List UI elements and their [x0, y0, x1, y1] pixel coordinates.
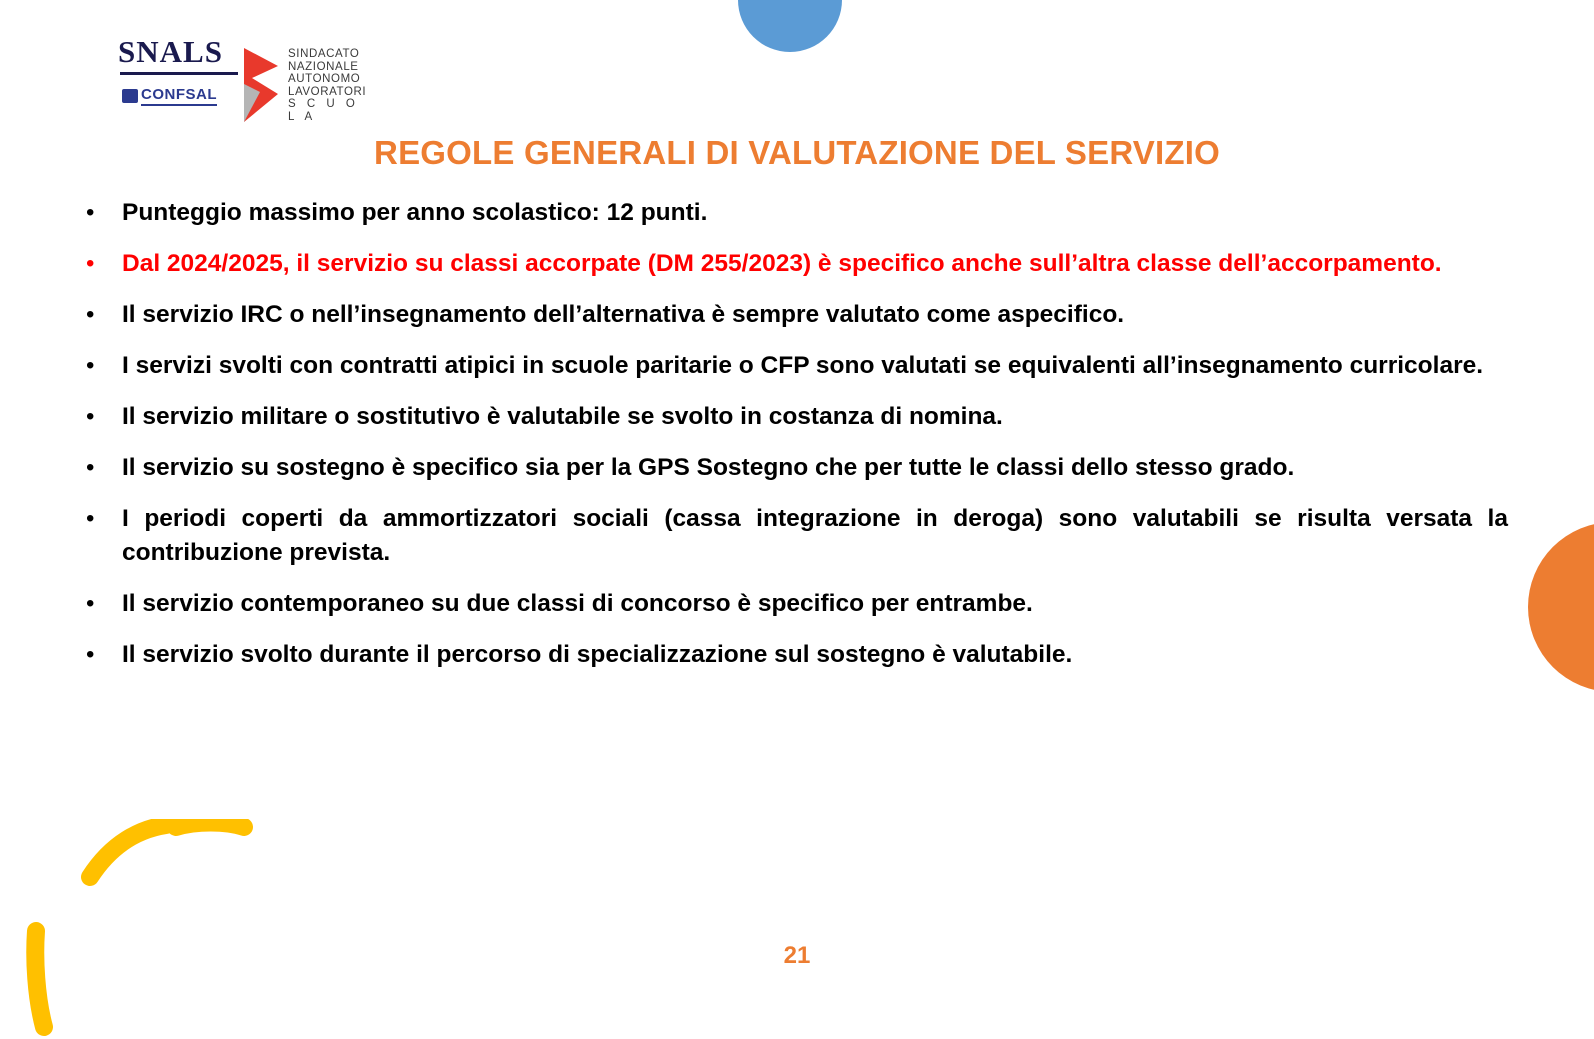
bullet-dot-icon: •	[86, 199, 95, 226]
logo-word-3: AUTONOMO	[288, 73, 361, 85]
list-item	[78, 451, 1508, 485]
list-item	[78, 587, 1508, 621]
list-item-text: Punteggio massimo per anno scolastico: 12 punti.	[122, 199, 708, 226]
list-item	[78, 502, 1508, 570]
snals-logo	[118, 26, 367, 123]
list-item-text: Il servizio svolto durante il percorso di specializzazione sul sostegno è valutabile.	[122, 641, 1073, 668]
bullet-dot-icon: •	[86, 250, 95, 277]
bullet-dot-icon: •	[86, 301, 95, 328]
confsal-mark-icon	[122, 89, 138, 103]
bullet-list	[78, 196, 1508, 689]
list-item	[78, 196, 1508, 230]
logo-underline	[120, 72, 238, 75]
bullet-dot-icon: •	[86, 403, 95, 430]
list-item-text: Il servizio su sostegno è specifico sia per la GPS Sostegno che per tutte le classi dello stesso grado.	[122, 454, 1295, 481]
list-item	[78, 400, 1508, 434]
page-number: 21	[783, 942, 811, 969]
bullet-dot-icon: •	[86, 454, 95, 481]
list-item-text: I periodi coperti da ammortizzatori sociali (cassa integrazione in deroga) sono valutabili se risulta versata la contribuzione prevista.	[122, 505, 1508, 566]
decorative-orange-circle	[1528, 522, 1594, 692]
decorative-blue-circle	[738, 0, 842, 52]
list-item-text: Dal 2024/2025, il servizio su classi accorpate (DM 255/2023) è specifico anche sull’altra classe dell’accorpamento.	[122, 250, 1442, 277]
logo-word-4: LAVORATORI	[288, 85, 367, 98]
list-item	[78, 247, 1508, 281]
logo-brand-text: SNALS	[118, 34, 223, 69]
bullet-dot-icon: •	[86, 505, 95, 532]
bullet-dot-icon: •	[86, 352, 95, 379]
logo-word-5: S C U O L A	[288, 98, 359, 123]
list-item	[78, 638, 1508, 672]
page-title: REGOLE GENERALI DI VALUTAZIONE DEL SERVIZIO	[374, 134, 1220, 171]
list-item-text: Il servizio militare o sostitutivo è valutabile se svolto in costanza di nomina.	[122, 403, 1003, 430]
decorative-yellow-strokes	[0, 819, 270, 1039]
logo-word-2: NAZIONALE	[288, 60, 359, 73]
bullet-dot-icon: •	[86, 641, 95, 668]
list-item-text: I servizi svolti con contratti atipici in scuole paritarie o CFP sono valutati se equivalenti all’insegnamento curricolare.	[122, 352, 1484, 379]
list-item-text: Il servizio IRC o nell’insegnamento dell’alternativa è sempre valutato come aspecifico.	[122, 301, 1125, 328]
list-item	[78, 298, 1508, 332]
logo-confsal-text: CONFSAL	[141, 86, 217, 106]
list-item	[78, 349, 1508, 383]
logo-word-1: SINDACATO	[288, 48, 360, 60]
list-item-text: Il servizio contemporaneo su due classi di concorso è specifico per entrambe.	[122, 590, 1033, 617]
logo-confsal	[122, 86, 217, 106]
logo-flag-icon	[238, 44, 284, 124]
bullet-dot-icon: •	[86, 590, 95, 617]
logo-wordmark	[288, 48, 366, 123]
